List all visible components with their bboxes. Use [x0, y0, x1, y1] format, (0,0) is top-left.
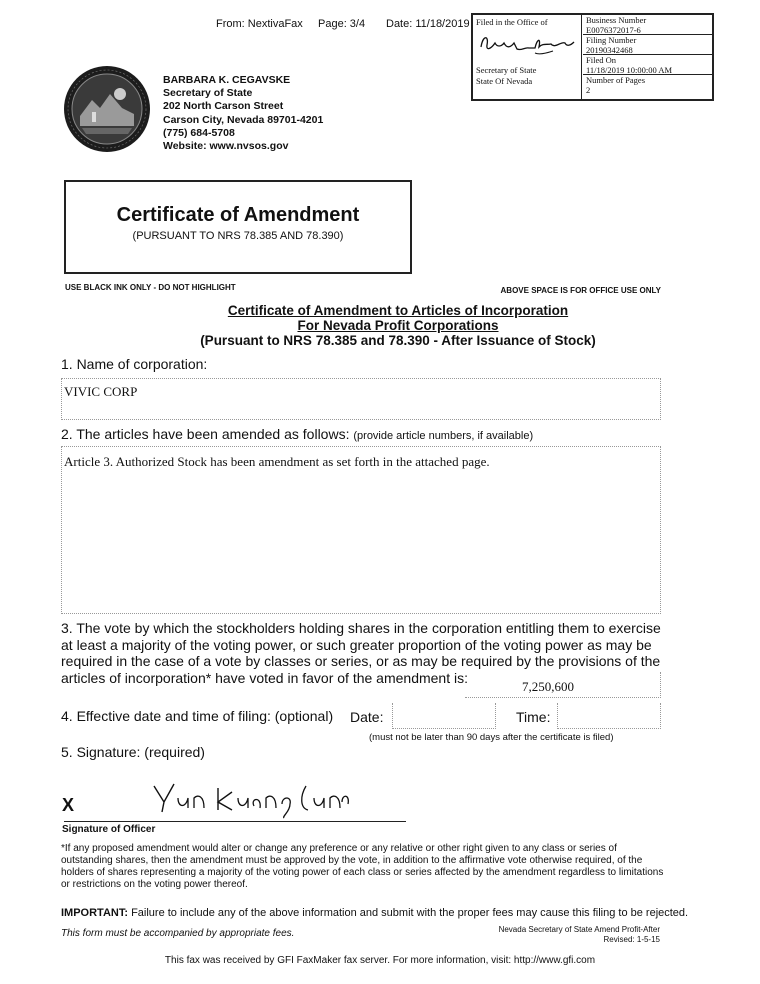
secretary-title-line1: Secretary of State [476, 65, 537, 75]
pages-row [583, 75, 712, 95]
filing-number-value: 20190342468 [586, 44, 633, 55]
office-use-box [471, 13, 714, 101]
sos-address-line2: Carson City, Nevada 89701-4201 [163, 113, 324, 126]
filed-on-label: Filed On [586, 55, 616, 65]
item2-hint: (provide article numbers, if available) [353, 430, 534, 442]
form-id-line2: Revised: 1-5-15 [603, 935, 660, 944]
business-number-row [583, 15, 712, 35]
filed-in-label: Filed in the Office of [476, 17, 548, 27]
amendment-text-value: Article 3. Authorized Stock has been amendment as set forth in the attached page. [64, 454, 490, 469]
important-label: IMPORTANT: [61, 907, 129, 919]
effective-time-label: Time: [516, 709, 551, 725]
item2-label-text: 2. The articles have been amended as follows: [61, 426, 350, 442]
form-id-line1: Nevada Secretary of State Amend Profit-After [498, 925, 660, 934]
effective-date-label: Date: [350, 709, 384, 725]
vote-count-value: 7,250,600 [522, 679, 574, 694]
certificate-subtitle: (PURSUANT TO NRS 78.385 AND 78.390) [132, 230, 344, 242]
sos-title: Secretary of State [163, 87, 253, 100]
office-use-note: ABOVE SPACE IS FOR OFFICE USE ONLY [500, 286, 661, 295]
sos-website: Website: www.nvsos.gov [163, 140, 289, 153]
officer-signature-image[interactable] [150, 780, 350, 820]
secretary-signature-image [477, 29, 577, 59]
effective-date-note: (must not be later than 90 days after the certificate is filed) [369, 732, 614, 743]
secretary-of-state-block [163, 74, 323, 153]
form-identifier [430, 925, 660, 945]
signature-caption: Signature of Officer [62, 824, 156, 835]
form-title-line3: (Pursuant to NRS 78.385 and 78.390 - After Issuance of Stock) [200, 333, 596, 348]
amendment-text-field[interactable] [61, 446, 661, 614]
pages-value: 2 [586, 84, 591, 95]
office-info-panel [583, 15, 712, 99]
secretary-title-line2: State Of Nevada [476, 76, 533, 86]
fax-footer: This fax was received by GFI FaxMaker fax server. For more information, visit: http://www.gfi.com [164, 955, 596, 966]
important-note [61, 907, 688, 919]
corporation-name-value: VIVIC CORP [64, 384, 138, 399]
form-title-line1: Certificate of Amendment to Articles of Incorporation [227, 303, 569, 318]
fax-from: From: NextivaFax [216, 18, 303, 30]
pages-label: Number of Pages [586, 75, 646, 85]
item4-label: 4. Effective date and time of filing: (optional) [61, 708, 334, 724]
item5-label: 5. Signature: (required) [61, 744, 205, 760]
corporation-name-field[interactable] [61, 378, 661, 420]
certificate-title-box [64, 180, 412, 274]
effective-date-field[interactable] [392, 703, 496, 729]
effective-time-field[interactable] [557, 703, 661, 729]
sos-name: BARBARA K. CEGAVSKE [163, 74, 291, 86]
nevada-state-seal-icon [62, 64, 152, 154]
vote-count-field[interactable] [465, 672, 661, 698]
business-number-label: Business Number [586, 15, 647, 25]
sos-phone: (775) 684-5708 [163, 126, 235, 139]
fax-page: Page: 3/4 [318, 18, 366, 30]
signature-line [64, 821, 406, 822]
fax-date: Date: 11/18/2019 [386, 18, 470, 30]
use-black-ink-note: USE BLACK INK ONLY - DO NOT HIGHLIGHT [65, 283, 236, 292]
item2-label [61, 426, 533, 442]
form-title [170, 303, 626, 348]
form-title-line2: For Nevada Profit Corporations [297, 318, 499, 333]
filing-number-row [583, 35, 712, 55]
item3-vote-text: 3. The vote by which the stockholders holding shares in the corporation entitling them to exercise at least a majority of the voting power, or such greater proportion of the voting power as may be required in the case of a vote by classes or series, or as may be required by the provisions of the articles of incorporation* have voted in favor of the amendment is: [61, 620, 661, 686]
sos-address-line1: 202 North Carson Street [163, 100, 284, 113]
certificate-title: Certificate of Amendment [116, 204, 360, 226]
fees-note: This form must be accompanied by appropriate fees. [61, 928, 295, 939]
item1-label: 1. Name of corporation: [61, 356, 208, 372]
office-filed-panel [473, 15, 582, 99]
filed-on-row [583, 55, 712, 75]
amendment-footnote: *If any proposed amendment would alter or change any preference or any relative or other right given to any class or series of outstanding shares, then the amendment must be approved by the vote, in addition to the affirmative vote otherwise required, of the holders of shares representing a majority of the voting power of each class or series affected by the amendment regardless to limitations or restrictions on the voting power thereof. [61, 843, 664, 890]
filed-on-value: 11/18/2019 10:00:00 AM [586, 64, 673, 75]
signature-x-mark: X [62, 795, 75, 815]
important-text: Failure to include any of the above information and submit with the proper fees may cause this filing to be rejected. [128, 907, 689, 919]
filing-number-label: Filing Number [586, 35, 637, 45]
business-number-value: E0076372017-6 [586, 24, 641, 35]
